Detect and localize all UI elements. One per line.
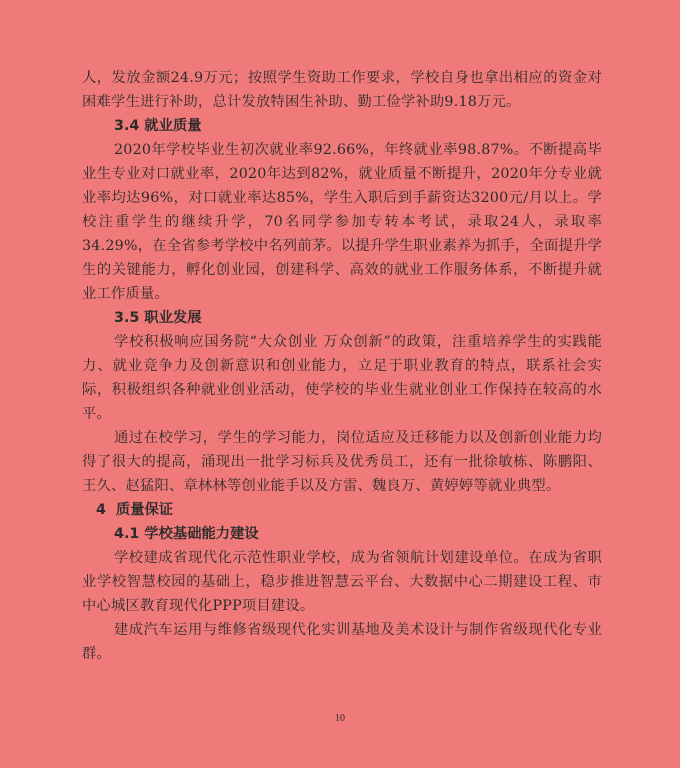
paragraph-basic-capacity-campus: 学校建成省现代化示范性职业学校，成为省领航计划建设单位。在成为省职业学校智慧校园的基础上，稳步推进智慧云平台、大数据中心二期建设工程、市中心城区教育现代化PPP项目建设。	[82, 550, 602, 614]
paragraph-career-development-outcomes: 通过在校学习，学生的学习能力，岗位适应及迁移能力以及创新创业能力均得了很大的提高，涌现出一批学习标兵及优秀员工，还有一批徐敏栋、陈鹏阳、王久、赵猛阳、章林林等创业能手以及方雷、魏良万、黄婷婷等就业典型。	[82, 430, 602, 494]
paragraph-basic-capacity-training-base: 建成汽车运用与维修省级现代化实训基地及美术设计与制作省级现代化专业群。	[82, 622, 602, 662]
heading-3-5-career-development: 3.5 职业发展	[114, 310, 202, 326]
page-number: 10	[335, 713, 345, 724]
heading-3-4-employment-quality: 3.4 就业质量	[114, 118, 202, 134]
document-body	[82, 66, 602, 666]
heading-4-1-basic-capacity: 4.1 学校基础能力建设	[114, 526, 259, 542]
paragraph-career-development-policy: 学校积极响应国务院“大众创业 万众创新”的政策，注重培养学生的实践能力、就业竞争力及创新意识和创业能力，立足于职业教育的特点，联系社会实际，积极组织各种就业创业活动，使学校的毕业生就业创业工作保持在较高的水平。	[82, 334, 602, 422]
paragraph-employment-quality: 2020年学校毕业生初次就业率92.66%，年终就业率98.87%。不断提高毕业生专业对口就业率，2020年达到82%，就业质量不断提升，2020年分专业就业率均达96%，对口就业率达85%，学生入职后到手薪资达3200元/月以上。学校注重学生的继续升学，70名同学参加专转本考试，录取24人，录取率34.29%，在全省参考学校中名列前茅。以提升学生职业素养为抓手，全面提升学生的关键能力，孵化创业园，创建科学、高效的就业工作服务体系，不断提升就业工作质量。	[82, 142, 602, 302]
heading-4-quality-assurance: 4 质量保证	[96, 502, 174, 518]
paragraph-funding-continuation: 人，发放金额24.9万元；按照学生资助工作要求，学校自身也拿出相应的资金对困难学生进行补助，总计发放特困生补助、勤工俭学补助9.18万元。	[82, 70, 602, 110]
